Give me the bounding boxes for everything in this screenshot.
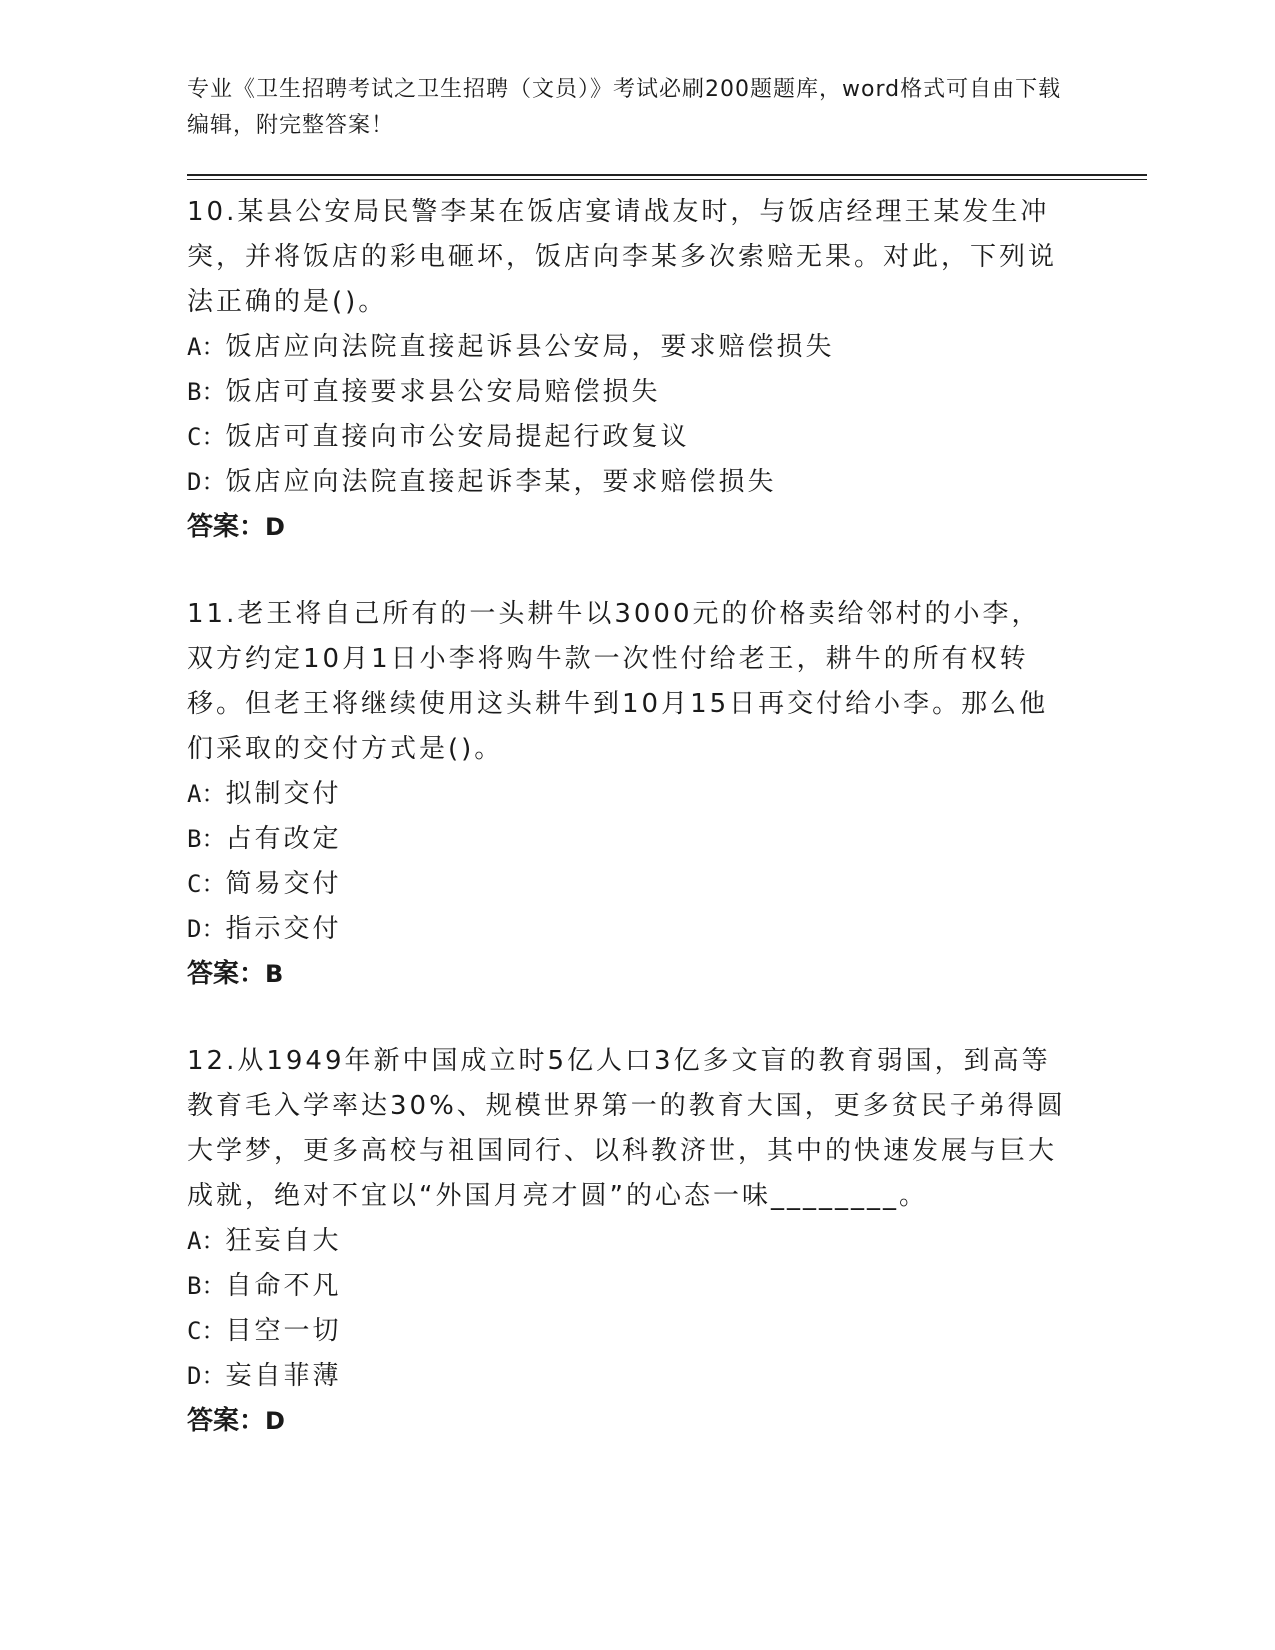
- option-key: D：: [187, 915, 226, 943]
- question-text: 12.从1949年新中国成立时5亿人口3亿多文盲的教育弱国，到高等教育毛入学率达30%、规模世界第一的教育大国，更多贫民子弟得圆大学梦，更多高校与祖国同行、以科教济世，其中的快速发展与巨大成就，绝对不宜以“外国月亮才圆”的心态一味________。: [187, 1046, 1066, 1211]
- answer-label: 答案：: [187, 512, 266, 542]
- option-key: B：: [187, 1272, 226, 1300]
- option-d: [187, 460, 1147, 505]
- question-text: 10.某县公安局民警李某在饭店宴请战友时，与饭店经理王某发生冲突，并将饭店的彩电砸坏，饭店向李某多次索赔无果。对此，下列说法正确的是()。: [187, 197, 1058, 317]
- option-key: D：: [187, 468, 226, 496]
- option-key: A：: [187, 333, 226, 361]
- answer-line: [187, 952, 1147, 997]
- option-text: 饭店应向法院直接起诉县公安局，要求赔偿损失: [225, 332, 835, 362]
- answer-label: 答案：: [187, 1406, 266, 1436]
- answer-label: 答案：: [187, 959, 266, 989]
- answer-line: [187, 505, 1147, 550]
- question-item: [187, 1039, 1147, 1444]
- answer-value: D: [265, 1407, 285, 1435]
- option-a: [187, 325, 1147, 370]
- option-text: 拟制交付: [225, 779, 342, 809]
- option-key: C：: [187, 1317, 226, 1345]
- document-header: 专业《卫生招聘考试之卫生招聘（文员）》考试必刷200题题库，word格式可自由下载编辑，附完整答案！: [187, 77, 1062, 138]
- option-text: 指示交付: [225, 914, 342, 944]
- answer-value: D: [265, 513, 285, 541]
- option-c: [187, 415, 1147, 460]
- option-key: C：: [187, 870, 226, 898]
- question-item: [187, 592, 1147, 997]
- question-text: 11.老王将自己所有的一头耕牛以3000元的价格卖给邻村的小李，双方约定10月1日小李将购牛款一次性付给老王，耕牛的所有权转移。但老王将继续使用这头耕牛到10月15日再交付给小李。那么他们采取的交付方式是()。: [187, 599, 1049, 764]
- option-a: [187, 1219, 1147, 1264]
- option-b: [187, 817, 1147, 862]
- document-page: [187, 72, 1147, 1444]
- option-key: A：: [187, 780, 226, 808]
- option-a: [187, 772, 1147, 817]
- option-text: 饭店可直接要求县公安局赔偿损失: [225, 377, 661, 407]
- option-d: [187, 1354, 1147, 1399]
- option-b: [187, 1264, 1147, 1309]
- option-key: B：: [187, 825, 226, 853]
- header-divider: [187, 174, 1147, 180]
- option-text: 占有改定: [225, 824, 342, 854]
- option-text: 狂妄自大: [225, 1226, 342, 1256]
- option-d: [187, 907, 1147, 952]
- option-text: 饭店可直接向市公安局提起行政复议: [225, 422, 690, 452]
- option-text: 妄自菲薄: [225, 1361, 342, 1391]
- option-key: B：: [187, 378, 226, 406]
- option-text: 自命不凡: [225, 1271, 342, 1301]
- option-text: 饭店应向法院直接起诉李某，要求赔偿损失: [225, 467, 777, 497]
- option-c: [187, 862, 1147, 907]
- option-text: 简易交付: [225, 869, 342, 899]
- option-b: [187, 370, 1147, 415]
- question-item: [187, 190, 1147, 550]
- option-c: [187, 1309, 1147, 1354]
- answer-value: B: [265, 960, 284, 988]
- option-key: D：: [187, 1362, 226, 1390]
- option-key: C：: [187, 423, 226, 451]
- answer-line: [187, 1399, 1147, 1444]
- option-text: 目空一切: [225, 1316, 342, 1346]
- option-key: A：: [187, 1227, 226, 1255]
